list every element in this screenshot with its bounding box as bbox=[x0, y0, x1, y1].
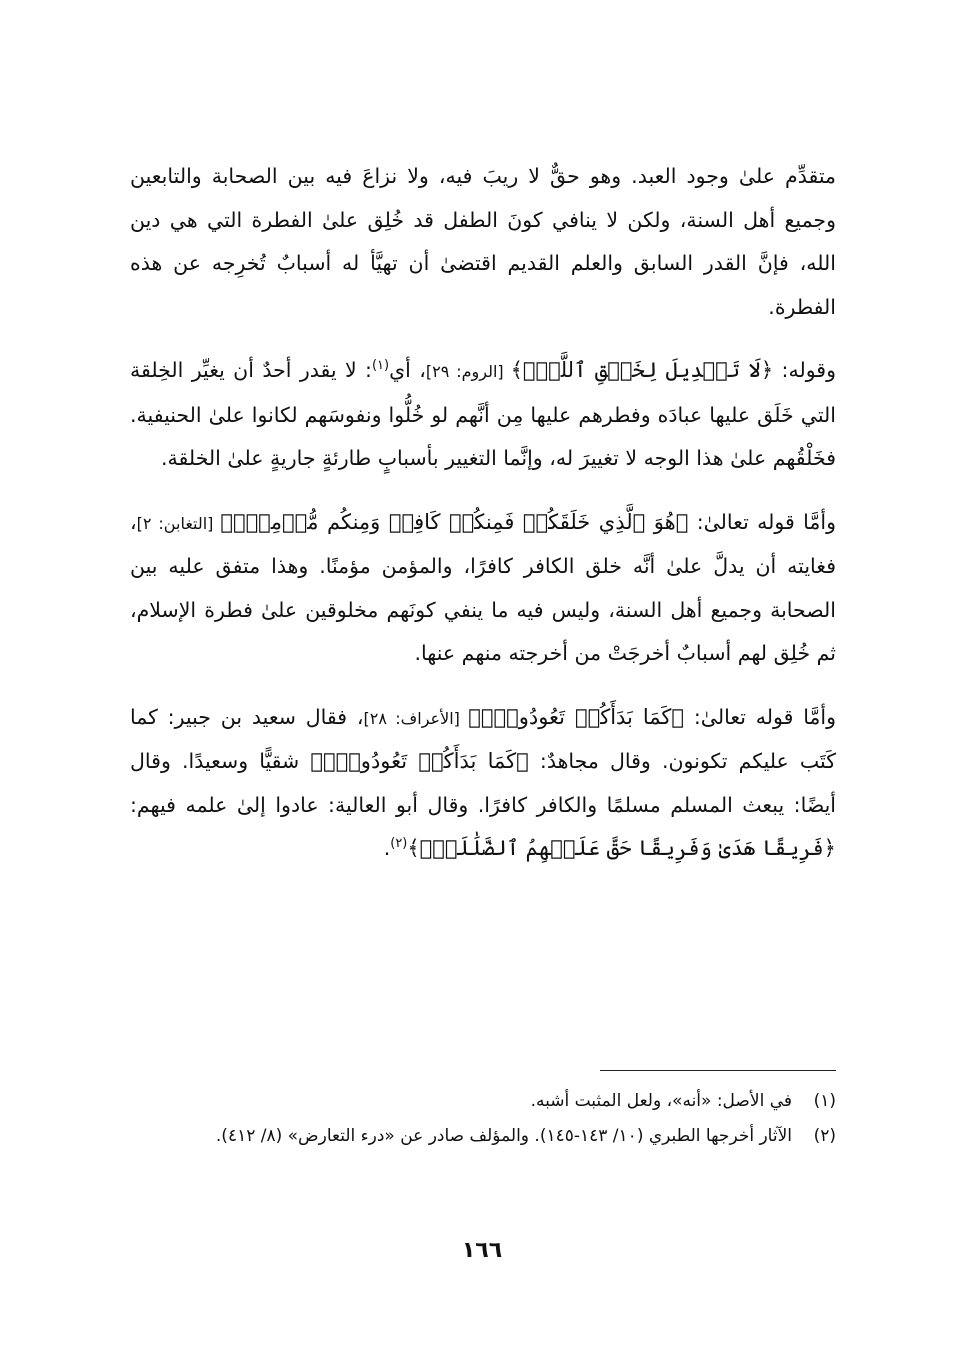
paragraph-1-text: متقدِّم علىٰ وجود العبد. وهو حقٌّ لا ريبَ فيه، ولا نزاعَ فيه بين الصحابة والتابعين وجميع أهل السنة، ولكن لا ينافي كونَ الطفل قد خُلِق علىٰ الفطرة التي هي دين الله، فإنَّ القدر السابق والعلم القديم اقتضىٰ أن تهيَّأ له أسبابٌ تُخرِجه عن هذه الفطرة. bbox=[130, 164, 836, 319]
paragraph-2 bbox=[130, 349, 836, 481]
quran-verse-araf-29: ﴿كَمَا بَدَأَكُمۡ تَعُودُونَۚ﴾ bbox=[468, 704, 685, 729]
footnote-text: الآثار أخرجها الطبري (١٠/ ١٤٣-١٤٥). والمؤلف صادر عن «درء التعارض» (٨/ ٤١٢). bbox=[215, 1126, 792, 1146]
paragraph-3-text: ، فغايته أن يدلَّ علىٰ أنَّه خلق الكافر كافرًا، والمؤمن مؤمنًا. وهذا متفق عليه بين الصحابة وجميع أهل السنة، وليس فيه ما ينفي كونَهم مخلوقين علىٰ فطرة الإسلام، ثم خُلِق لهم أسبابٌ أخرجَتْ من أخرجته منهم عنها. bbox=[130, 509, 836, 665]
paragraph-4-text-b: شقيًّا وسعيدًا. وقال أيضًا: يبعث المسلم مسلمًا والكافر كافرًا. وقال أبو العالية: عادوا إلىٰ علمه فيهم: bbox=[130, 749, 836, 817]
paragraph-4-end: . bbox=[383, 836, 391, 860]
quran-verse-rum-30: ﴿لَا تَبۡدِيلَ لِخَلۡقِ ٱللَّهِۚ﴾ bbox=[510, 358, 774, 382]
verse-reference: [الأعراف: ٢٨] bbox=[363, 708, 469, 728]
footnote-marker-1[interactable]: (١) bbox=[371, 358, 390, 374]
footnote-2 bbox=[130, 1119, 836, 1154]
page-number: ١٦٦ bbox=[461, 1238, 503, 1263]
footnote-divider bbox=[600, 1070, 836, 1071]
paragraph-2-text-b: : لا يقدر أحدٌ أن يغيِّر الخِلقة التي خَلَق عليها عبادَه وفطرهم عليها مِن أنَّهم لو خُلُّوا ونفوسَهم لكانوا علىٰ الحنيفية. فخَلْقُهم علىٰ هذا الوجه لا تغييرَ له، وإنَّما التغيير بأسبابٍ طارئةٍ جاريةٍ علىٰ الخلقة. bbox=[130, 358, 836, 470]
footnote-number: (٢) bbox=[813, 1126, 836, 1146]
quran-verse-araf-29-repeat: ﴿كَمَا بَدَأَكُمۡ تَعُودُونَۚ﴾ bbox=[310, 749, 529, 773]
paragraph-2-lead: وقوله: bbox=[773, 358, 836, 382]
footnote-number: (١) bbox=[813, 1091, 836, 1111]
footnotes bbox=[130, 1084, 836, 1154]
verse-reference: [التغابن: ٢] bbox=[136, 513, 221, 533]
footnote-1 bbox=[130, 1084, 836, 1119]
paragraph-4-text-a: ، فقال سعيد بن جبير: كما كَتَب عليكم تكونون. وقال مجاهدٌ: bbox=[130, 704, 836, 773]
paragraph-1 bbox=[130, 155, 836, 329]
paragraph-2-text-a: ، أي bbox=[389, 358, 426, 382]
paragraph-3-lead: وأمَّا قوله تعالىٰ: bbox=[688, 509, 836, 534]
main-text bbox=[130, 155, 836, 891]
quran-verse-taghabun-2: ﴿هُوَ ٱلَّذِي خَلَقَكُمۡ فَمِنكُمۡ كَافِرٞ وَمِنكُم مُّؤۡمِنٞۚ﴾ bbox=[220, 509, 689, 534]
paragraph-3 bbox=[130, 501, 836, 676]
paragraph-4 bbox=[130, 696, 836, 871]
verse-reference: [الروم: ٢٩] bbox=[425, 362, 511, 381]
footnote-text: في الأصل: «أنه»، ولعل المثبت أشبه. bbox=[530, 1091, 792, 1111]
footnote-marker-2[interactable]: (٢) bbox=[390, 836, 408, 852]
paragraph-4-lead: وأمَّا قوله تعالىٰ: bbox=[684, 704, 837, 729]
quran-verse-araf-30: ﴿فَرِيقًا هَدَىٰ وَفَرِيقًا حَقَّ عَلَيۡهِمُ ٱلضَّلَٰلَةُۚ﴾ bbox=[407, 836, 836, 860]
